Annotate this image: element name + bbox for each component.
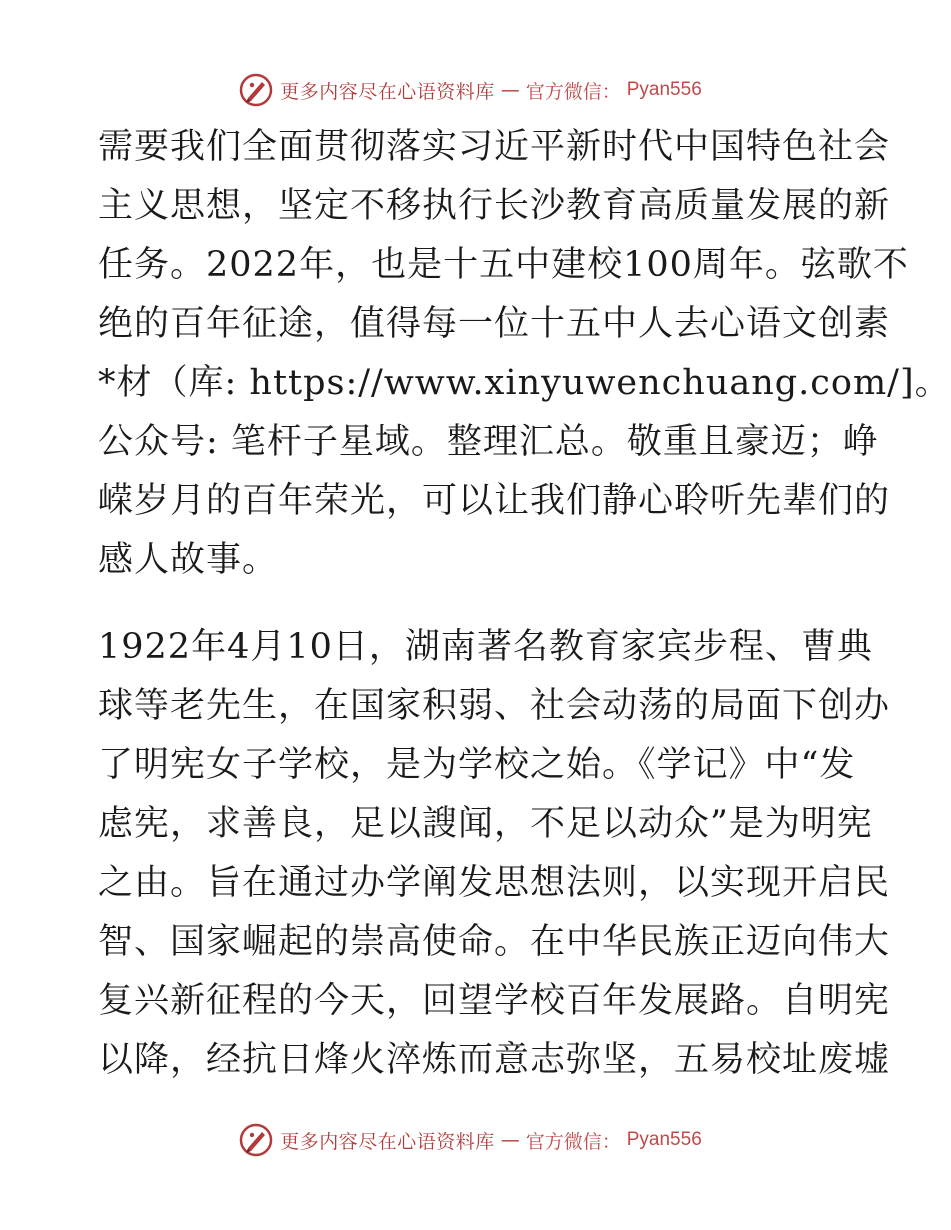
- banner-content: [238, 72, 702, 108]
- banner-wechat-id: Pyan556: [626, 1129, 702, 1150]
- pen-logo-icon: [238, 72, 274, 108]
- pen-logo-icon: [238, 1122, 274, 1158]
- text-line: 虑宪，求善良，足以謏闻，不足以动众”是为明宪: [98, 804, 873, 844]
- text-line: 主义思想，坚定不移执行长沙教育高质量发展的新: [98, 186, 891, 226]
- text-line: 嵘岁月的百年荣光，可以让我们静心聆听先辈们的: [98, 481, 891, 521]
- banner-label: 官方微信：: [525, 1130, 621, 1153]
- text-line: 之由。旨在通过办学阐发思想法则，以实现开启民: [98, 863, 891, 903]
- banner-label: 官方微信：: [525, 80, 621, 103]
- text-line: *材（库: https://www.xinyuwenchuang.com/]。: [98, 363, 951, 403]
- banner-title: 更多内容尽在心语资料库: [280, 1130, 495, 1153]
- paragraph-1: [98, 118, 951, 590]
- banner-title: 更多内容尽在心语资料库: [280, 80, 495, 103]
- document-body: [98, 118, 951, 1090]
- text-line: 复兴新征程的今天，回望学校百年发展路。自明宪: [98, 981, 891, 1021]
- text-line: 智、国家崛起的崇高使命。在中华民族正迈向伟大: [98, 922, 891, 962]
- text-line: 了明宪女子学校，是为学校之始。《学记》中“发: [98, 745, 856, 785]
- text-line: 需要我们全面贯彻落实习近平新时代中国特色社会: [98, 127, 891, 167]
- text-line: 绝的百年征途，值得每一位十五中人去心语文创素: [98, 304, 891, 344]
- paragraph-gap: [98, 590, 850, 618]
- text-line: 球等老先生，在国家积弱、社会动荡的局面下创办: [98, 686, 891, 726]
- text-line: 感人故事。: [98, 540, 279, 580]
- footer-banner: [0, 1120, 950, 1160]
- banner-separator: —: [500, 1129, 520, 1151]
- header-banner: [0, 70, 950, 110]
- text-line: 1922年4月10日，湖南著名教育家宾步程、曹典: [98, 627, 873, 667]
- text-line: 公众号: 笔杆子星域。整理汇总。敬重且豪迈；峥: [98, 422, 879, 462]
- paragraph-2: [98, 618, 891, 1090]
- text-line: 任务。2022年，也是十五中建校100周年。弦歌不: [98, 245, 909, 285]
- banner-separator: —: [500, 79, 520, 101]
- text-line: 以降，经抗日烽火淬炼而意志弥坚，五易校址废墟: [98, 1040, 891, 1080]
- banner-wechat-id: Pyan556: [626, 79, 702, 100]
- banner-content: [238, 1122, 702, 1158]
